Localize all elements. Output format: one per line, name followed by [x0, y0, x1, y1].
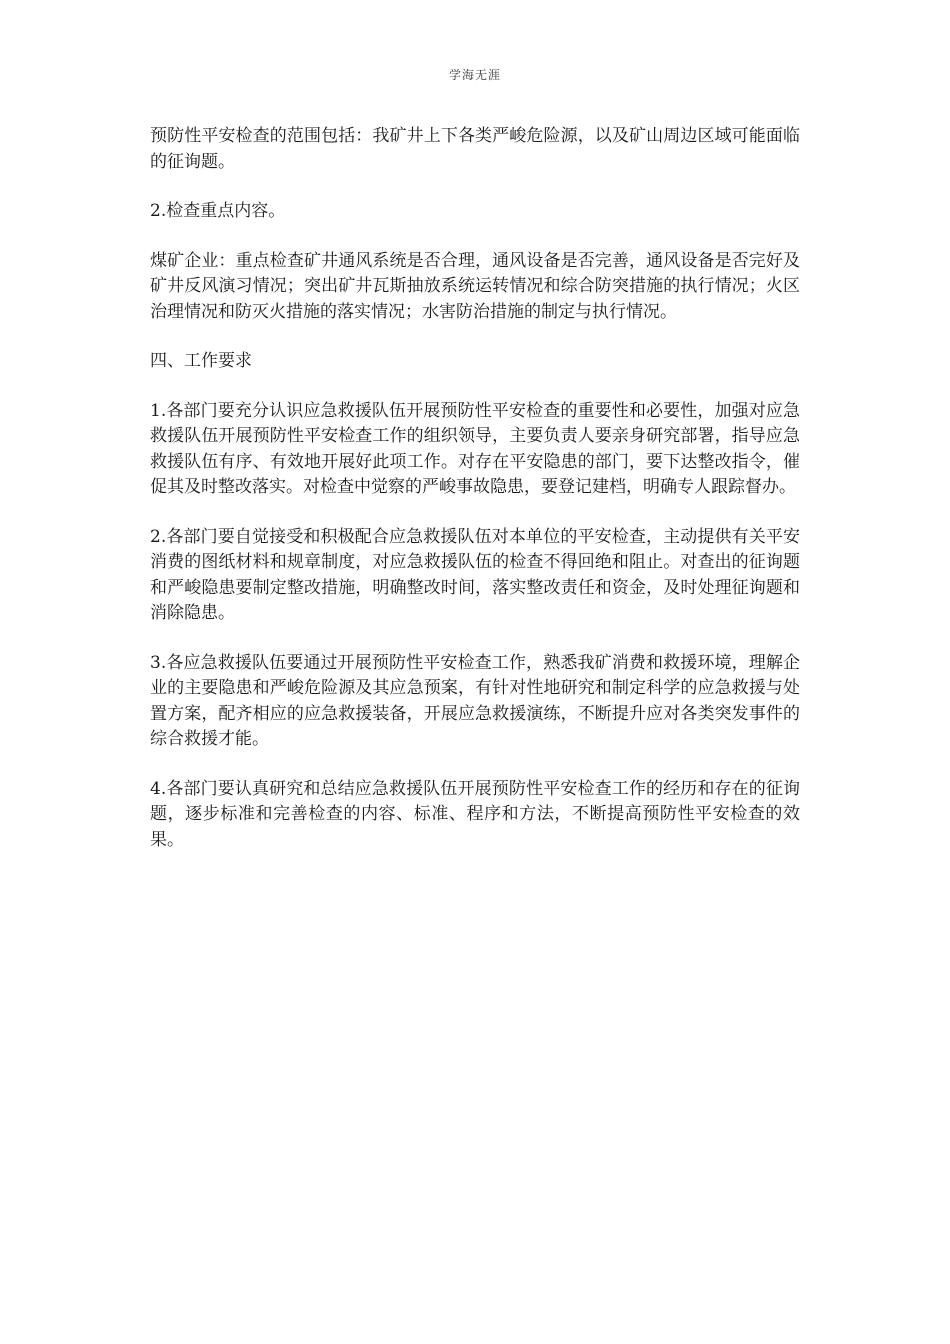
- paragraph-requirement-2: 2.各部门要自觉接受和积极配合应急救援队伍对本单位的平安检查，主动提供有关平安消费的图纸材料和规章制度，对应急救援队伍的检查不得回绝和阻止。对查出的征询题和严峻隐患要制定整改措施，明确整改时间，落实整改责任和资金，及时处理征询题和消除隐患。: [150, 526, 800, 623]
- paragraph-requirement-4: 4.各部门要认真研究和总结应急救援队伍开展预防性平安检查工作的经历和存在的征询题，逐步标准和完善检查的内容、标准、程序和方法，不断提高预防性平安检查的效果。: [150, 778, 800, 850]
- paragraph-requirement-1: 1.各部门要充分认识应急救援队伍开展预防性平安检查的重要性和必要性，加强对应急救援队伍开展预防性平安检查工作的组织领导，主要负责人要亲身研究部署，指导应急救援队伍有序、有效地开展好此项工作。对存在平安隐患的部门，要下达整改指令，催促其及时整改落实。对检查中觉察的严峻事故隐患，要登记建档，明确专人跟踪督办。: [150, 400, 800, 497]
- paragraph-key-content-heading: 2.检查重点内容。: [150, 201, 286, 221]
- page-header: 学海无涯: [448, 68, 501, 82]
- section-heading-work-requirements: 四、工作要求: [150, 351, 252, 371]
- paragraph-requirement-3: 3.各应急救援队伍要通过开展预防性平安检查工作，熟悉我矿消费和救援环境，理解企业的主要隐患和严峻危险源及其应急预案，有针对性地研究和制定科学的应急救援与处置方案，配齐相应的应急救援装备，开展应急救援演练，不断提升应对各类突发事件的综合救援才能。: [150, 652, 800, 749]
- paragraph-scope: 预防性平安检查的范围包括：我矿井上下各类严峻危险源，以及矿山周边区域可能面临的征询题。: [150, 126, 800, 172]
- paragraph-coal-enterprise: 煤矿企业：重点检查矿井通风系统是否合理，通风设备是否完善，通风设备是否完好及矿井反风演习情况；突出矿井瓦斯抽放系统运转情况和综合防突措施的执行情况；火区治理情况和防灭火措施的落实情况；水害防治措施的制定与执行情况。: [150, 250, 800, 322]
- document-body: [150, 124, 800, 877]
